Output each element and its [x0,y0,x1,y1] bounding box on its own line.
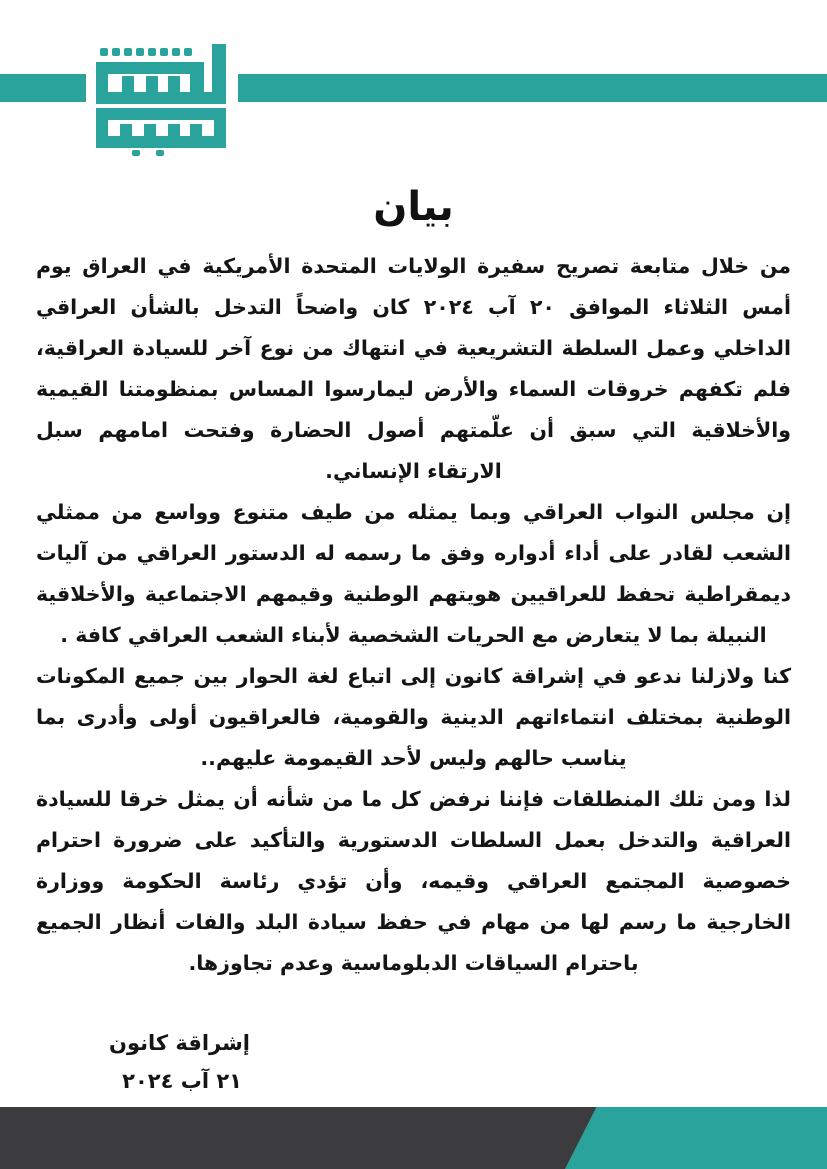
header-band-right [232,74,827,102]
logo-icon [86,40,238,156]
signature-name: إشراقة كانون [109,1031,250,1055]
paragraph-2: إن مجلس النواب العراقي وبما يمثله من طيف متنوع وواسع من ممثلي الشعب لقادر على أداء أدواره وفق ما رسمه له الدستور العراقي من آليات ديمقراطية تحفظ للعراقيين هويتهم الوطنية وقيمهم الاجتماعية والأخلاقية النبيلة بما لا يتعارض مع الحريات الشخصية لأبناء الشعب العراقي كافة . [36,500,791,647]
statement-body [36,246,791,984]
footer-band-teal [565,1107,827,1169]
paragraph-4: لذا ومن تلك المنطلقات فإننا نرفض كل ما من شأنه أن يمثل خرقا للسيادة العراقية والتدخل بعمل السلطات الدستورية والتأكيد على ضرورة احترام خصوصية المجتمع العراقي وقيمه، وأن تؤدي رئاسة الحكومة ووزارة الخارجية ما رسم لها من مهام في حفظ سيادة البلد والفات أنظار الجميع باحترام السياقات الدبلوماسية وعدم تجاوزها. [36,787,791,975]
signature-block [0,1024,250,1100]
signature-date: ٢١ آب ٢٠٢٤ [122,1069,242,1093]
header-band-left [0,74,93,102]
paragraph-3: كنا ولازلنا ندعو في إشراقة كانون إلى اتباع لغة الحوار بين جميع المكونات الوطنية بمختلف انتماءاتهم الدينية والقومية، فالعراقيون أولى وأدرى بما يناسب حالهم وليس لأحد القيمومة عليهم.. [36,664,791,770]
document-title: بيان [373,184,454,230]
paragraph-1: من خلال متابعة تصريح سفيرة الولايات المتحدة الأمريكية في العراق يوم أمس الثلاثاء الموافق ٢٠ آب ٢٠٢٤ كان واضحاً التدخل بالشأن العراقي الداخلي وعمل السلطة التشريعية في انتهاك من نوع آخر للسيادة العراقية، فلم تكفهم خروقات السماء والأرض ليمارسوا المساس بمنظومتنا القيمية والأخلاقية التي سبق أن علّمتهم أصول الحضارة وفتحت امامهم سبل الارتقاء الإنساني. [36,254,792,483]
footer-band-dark [0,1107,600,1169]
ishraqat-kanoon-logo [86,40,238,156]
